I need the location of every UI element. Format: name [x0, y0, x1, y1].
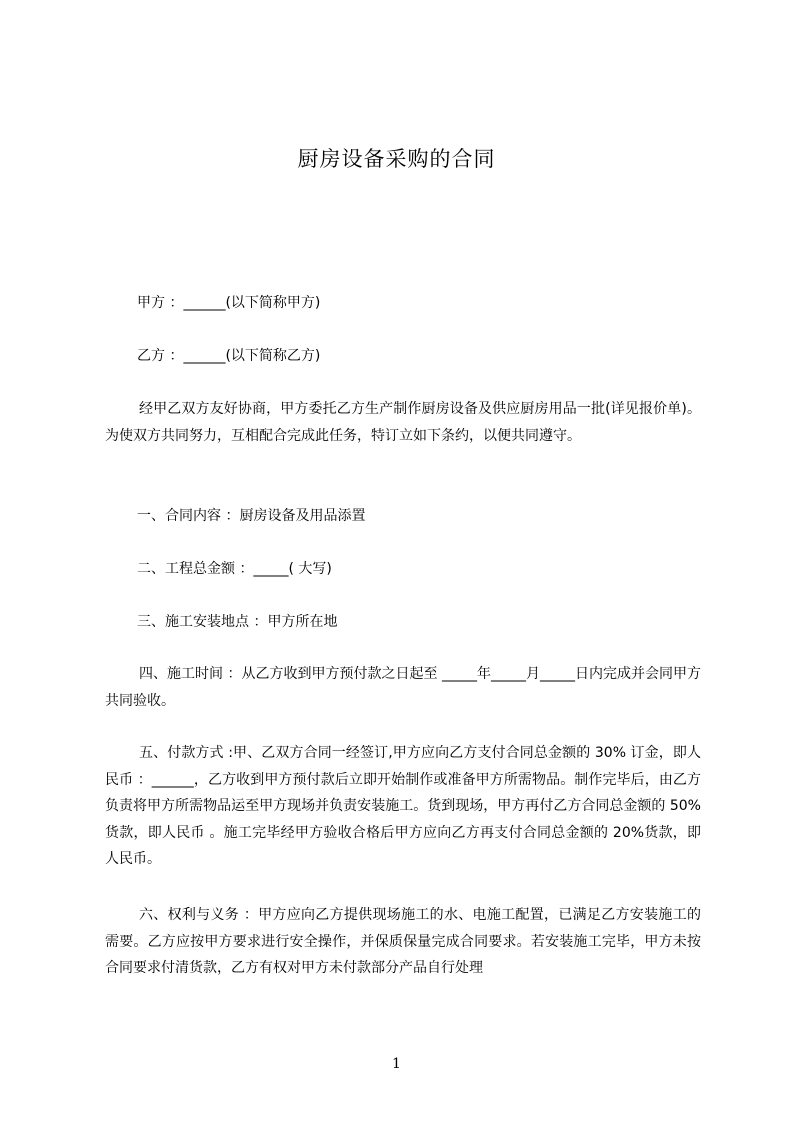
clause-amount: 二、工程总金额 ：_____( 大写): [137, 561, 332, 577]
document-title: 厨房设备采购的合同: [297, 147, 496, 171]
party-a-line: 甲方 ：______(以下简称甲方): [137, 295, 321, 311]
clause-payment: 五、付款方式 :甲、乙双方合同一经签订,甲方应向乙方支付合同总金额的 30% 订金，即人民币 ：______，乙方收到甲方预付款后立即开始制作或准备甲方所需物品。制作完毕后，由乙方负责将甲方所需物品运至甲方现场并负责安装施工。货到现场，甲方再付乙方合同总金额的 50%货款，即人民币 。施工完毕经甲方验收合格后甲方应向乙方再支付合同总金额的 20%货款，即人民币。: [105, 745, 701, 867]
clause-location: 三、施工安装地点 ：甲方所在地: [137, 614, 338, 630]
party-b-line: 乙方 ：______(以下简称乙方): [137, 348, 321, 364]
intro-paragraph: 经甲乙双方友好协商，甲方委托乙方生产制作厨房设备及供应厨房用品一批(详见报价单)。为使双方共同努力，互相配合完成此任务，特订立如下条约，以便共同遵守。: [105, 401, 701, 444]
clause-content: 一、合同内容 ：厨房设备及用品添置: [137, 508, 366, 524]
page-number: 1: [392, 1056, 401, 1072]
clause-rights-obligations: 六、权利与义务 ：甲方应向乙方提供现场施工的水、电施工配置，已满足乙方安装施工的需要。乙方应按甲方要求进行安全操作，并保质保量完成合同要求。若安装施工完毕，甲方未按合同要求付清货款，乙方有权对甲方未付款部分产品自行处理: [105, 907, 701, 976]
clause-schedule: 四、施工时间 ：从乙方收到甲方预付款之日起至 _____年_____月_____日内完成并会同甲方共同验收。: [105, 666, 701, 709]
